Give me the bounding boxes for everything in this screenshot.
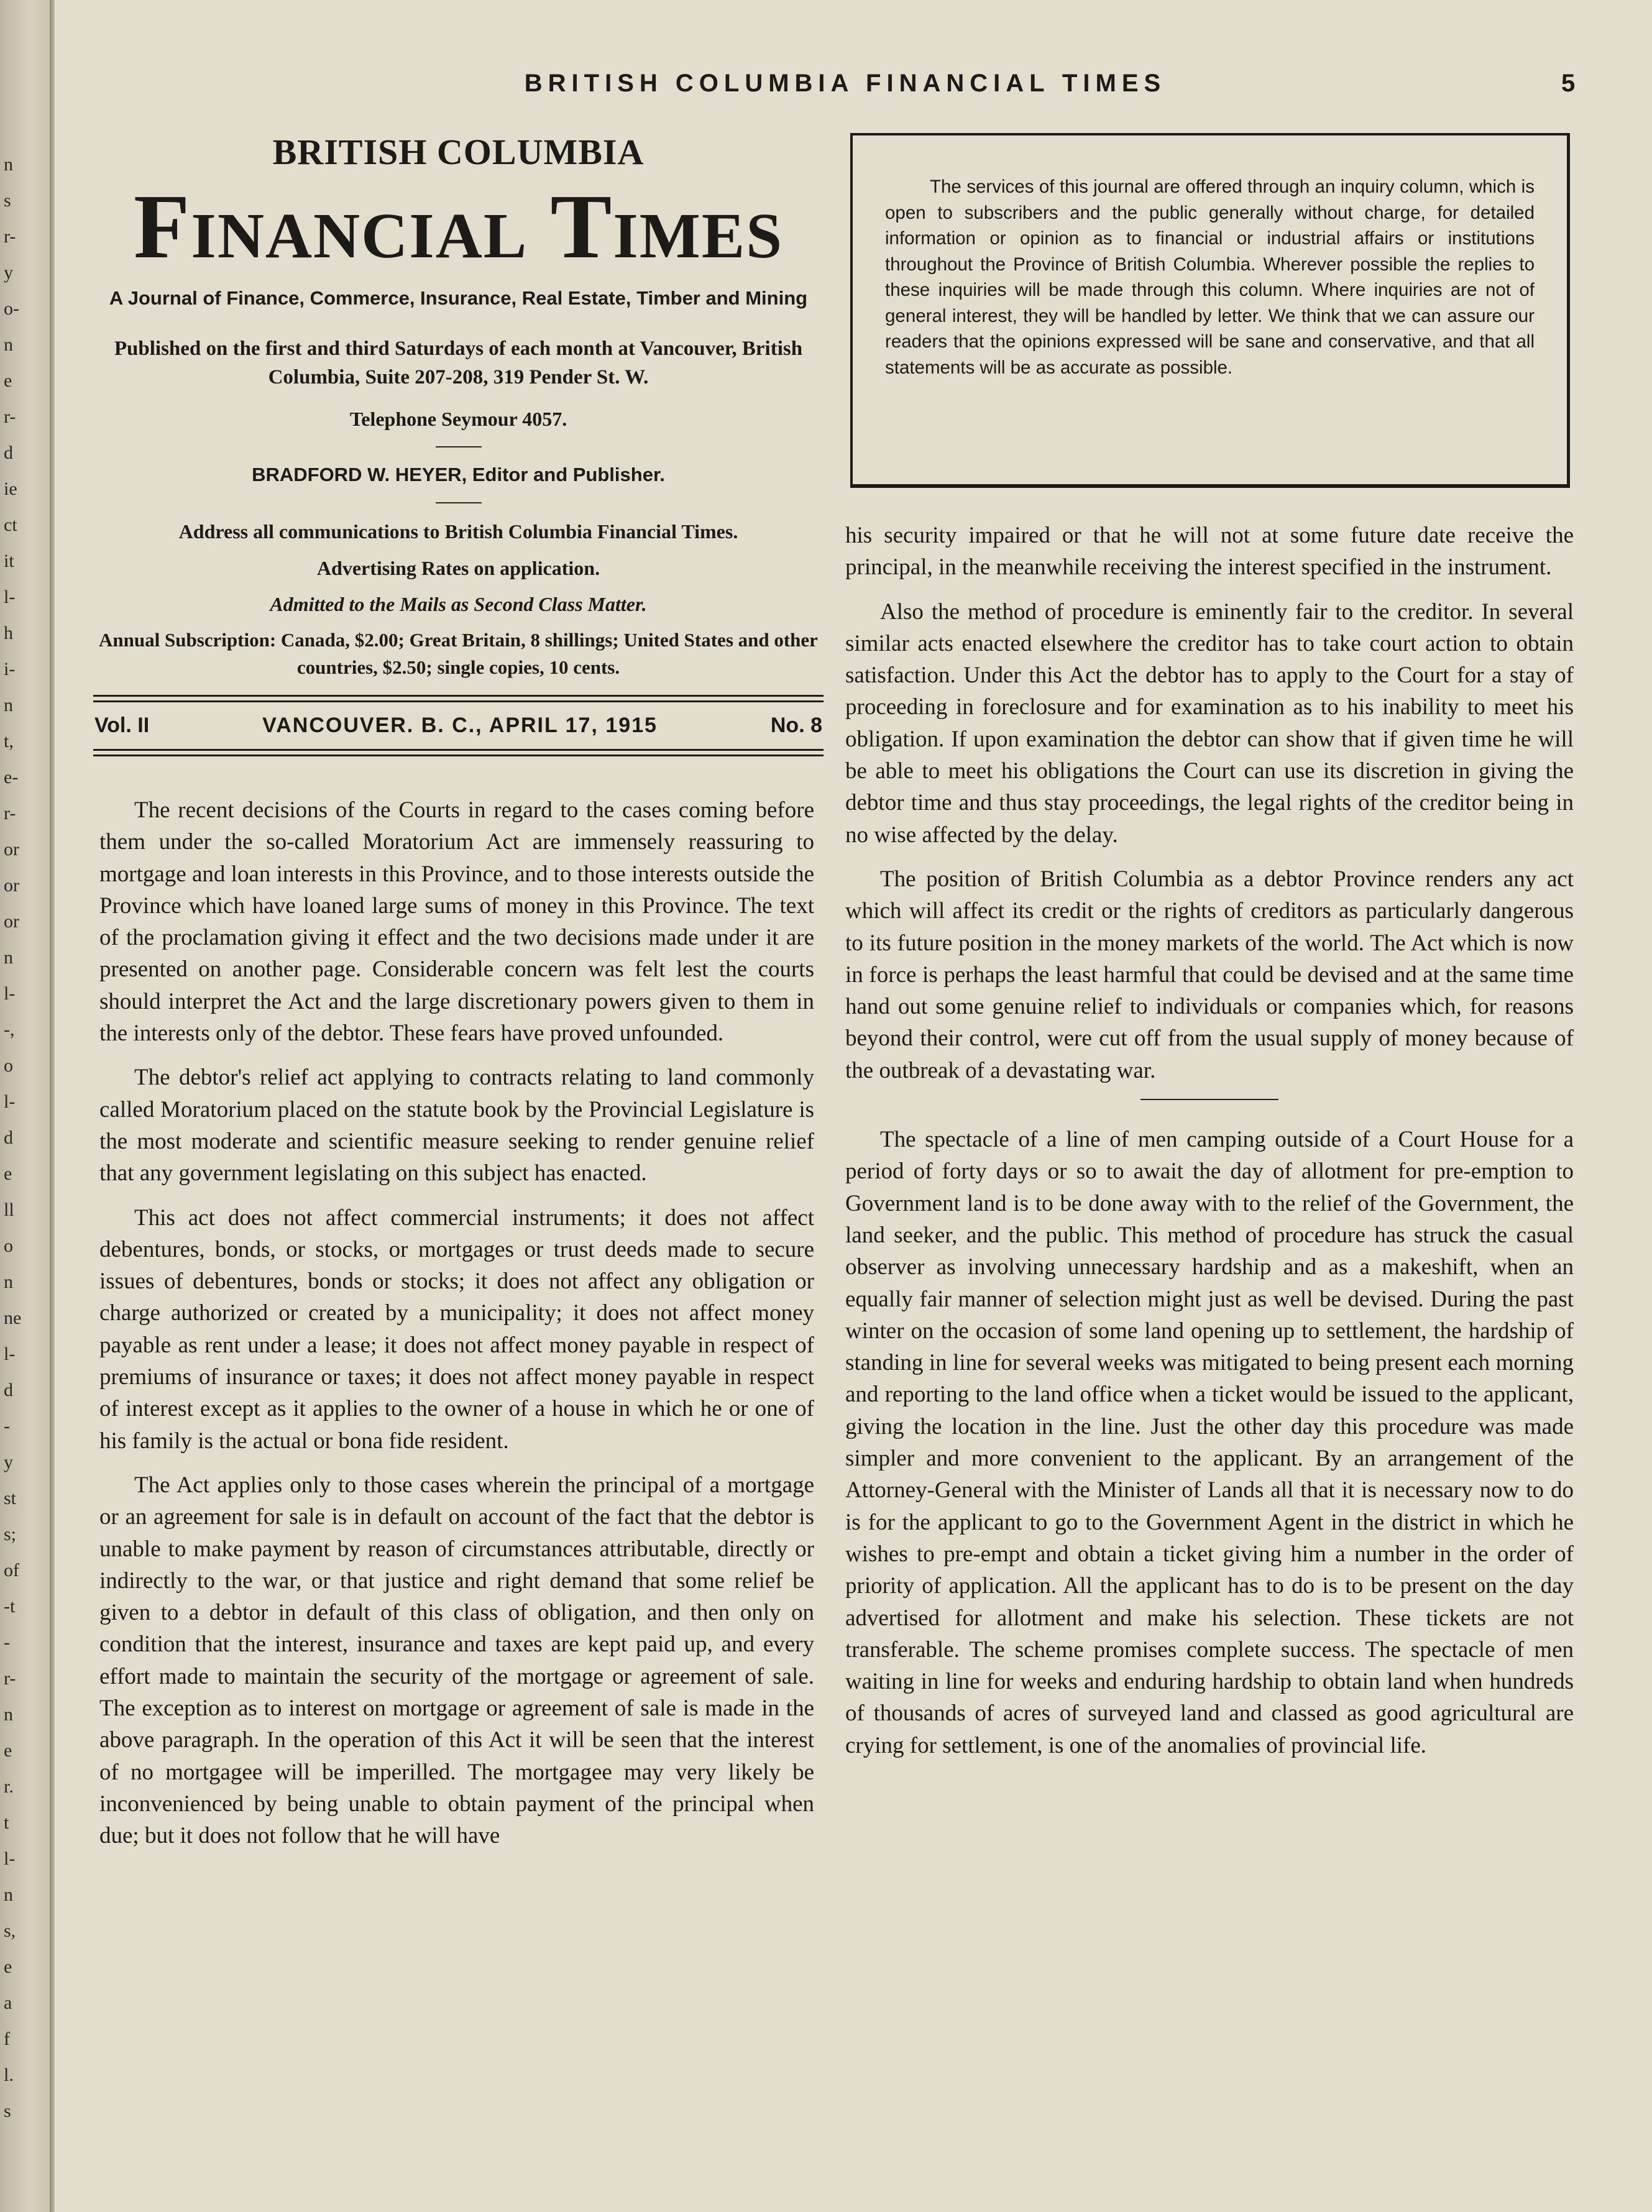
- gutter-fragment: o: [4, 1055, 13, 1076]
- double-rule: [93, 695, 824, 702]
- gutter-fragment: l-: [4, 1344, 16, 1364]
- gutter-fragment: st: [4, 1488, 17, 1508]
- gutter-fragment: ne: [4, 1308, 22, 1328]
- gutter-fragment: e: [4, 370, 12, 391]
- gutter-fragment: l-: [4, 587, 16, 607]
- gutter-fragment: t: [4, 1812, 9, 1833]
- paragraph: The spectacle of a line of men camping outside of a Court House for a period of forty days or so to await the day of allotment for pre-emption to Government land is to be done away with to the relief of the Government, the land seeker, and the public. This method of procedure has struck the casual observer as involving unnecessary hardship and as a makeshift, when an equally fair manner of selection might just as well be devised. During the past winter on the occasion of some land opening up to settlement, the hardship of standing in line for several weeks was mitigated to being present each morning and reporting to the land office when a ticket would be issued to the applicant, giving the location in the line. Just the other day this procedure was made simpler and more convenient to the applicant. By an arrangement of the Attorney-General with the Minister of Lands all that it is necessary now to do is for the applicant to go to the Government Agent in the district in which he wishes to pre-empt and obtain a ticket giving him a number in the order of priority of application. All the applicant has to do is to be present on the day advertised for allotment and make his selection. These tickets are not transferable. The scheme promises complete success. The spectacle of men waiting in line for weeks and enduring hardship to obtain land when hundreds of thousands of acres of surveyed land and classed as good agricultural are crying for settlement, is one of the anomalies of provincial life.: [845, 1127, 1574, 1758]
- gutter-fragment: r-: [4, 803, 16, 824]
- gutter-fragment: -: [4, 1632, 10, 1653]
- paragraph: Also the method of procedure is eminently fair to the creditor. In several similar acts enacted elsewhere the creditor has to take court action to obtain satisfaction. Under this Act the debtor has to apply to the Court for a stay of proceeding in foreclosure and for examination as to his inability to meet his obligation. If upon examination the debtor can show that if given time he will be able to meet his obligations the Court can use its discretion in giving the debtor time and thus stay proceedings, the legal rights of the creditor being in no wise affected by the delay.: [845, 599, 1574, 848]
- gutter-fragment: h: [4, 623, 13, 643]
- double-rule: [93, 749, 824, 756]
- masthead-editor: BRADFORD W. HEYER, Editor and Publisher.: [252, 464, 665, 485]
- gutter-fragment: f: [4, 2029, 10, 2049]
- running-head: BRITISH COLUMBIA FINANCIAL TIMES: [524, 70, 1167, 97]
- gutter-fragment: d: [4, 443, 13, 463]
- gutter-fragment: r-: [4, 1668, 16, 1689]
- gutter-fragment: y: [4, 1452, 13, 1472]
- notice-text: The services of this journal are offered through an inquiry column, which is open to subscribers and the public generally without charge, for detailed information or opinion as to financial or industrial affairs or institutions throughout the Province of British Columbia. Wherever possible the replies to these inquiries will be made through this column. Where inquiries are not of general interest, they will be handled by letter. We think that we can assure our readers that the opinions expressed will be sane and conservative, and that all statements will be as accurate as possible.: [885, 177, 1535, 378]
- gutter-fragment: e: [4, 1163, 12, 1184]
- paragraph: This act does not affect commercial instruments; it does not affect debentures, bonds, or stocks, or mortgages or trust deeds made to secure issues of debentures, bonds or stocks; it does not affect any obligation or charge authorized or created by a municipality; it does not affect money payable as rent under a lease; it does not affect money payable in respect of premiums of insurance or taxes; it does not affect money payable in respect of interest except as it applies to the owner of a house in which he or one of his family is the actual or bona fide resident.: [99, 1205, 814, 1454]
- gutter-fragment: -: [4, 1416, 10, 1436]
- gutter-fragment: -,: [4, 1019, 15, 1040]
- gutter-fragment: s: [4, 190, 11, 211]
- gutter-fragment: or: [4, 911, 19, 932]
- masthead-pretitle: BRITISH COLUMBIA: [272, 132, 645, 172]
- gutter-fragment: -t: [4, 1596, 16, 1617]
- gutter-fragment: o-: [4, 298, 19, 319]
- gutter-fragment: d: [4, 1127, 13, 1148]
- gutter-fragment: l-: [4, 1848, 16, 1869]
- paragraph: The recent decisions of the Courts in regard to the cases coming before them under the so-called Moratorium Act are immensely reassuring to mortgage and loan interests in this Province, and to those interests outside the Province which have loaned large sums of money in this Province. The text of the proclamation giving it effect and the two decisions made under it are presented on another page. Considerable concern was felt lest the courts should interpret the Act and the large discretionary powers given to them in the interests only of the debtor. These fears have proved unfounded.: [99, 797, 814, 1047]
- gutter-fragment: a: [4, 1993, 12, 2013]
- page-number: 5: [1561, 70, 1576, 97]
- gutter-fragment: n: [4, 1704, 13, 1725]
- masthead-subtitle: A Journal of Finance, Commerce, Insurance, Real Estate, Timber and Mining: [109, 287, 808, 309]
- gutter-fragment: it: [4, 551, 14, 571]
- gutter-fragment: n: [4, 947, 13, 968]
- adjacent-page-gutter: [0, 0, 50, 2212]
- volume-label: Vol. II: [94, 714, 150, 737]
- gutter-fragment: l-: [4, 983, 16, 1004]
- gutter-fragment: s: [4, 2101, 11, 2121]
- paragraph: The position of British Columbia as a debtor Province renders any act which will affect its credit or the rights of creditors as particularly dangerous to its future position in the money markets of the world. The Act which is now in force is perhaps the least harmful that could be devised and at the same time hand out some genuine relief to individuals or companies which, for reasons beyond their control, were cut off from the usual supply of money because of the outbreak of a devastating war.: [845, 866, 1574, 1083]
- gutter-fragment: ll: [4, 1200, 14, 1220]
- paragraph: The Act applies only to those cases wherein the principal of a mortgage or an agreement for sale is in default on account of the fact that the debtor is unable to make payment by reason of circumstances attributable, directly or indirectly to the war, or that justice and right demand that some relief be given to a debtor in default of this class of obligation, and then only on condition that the interest, insurance and taxes are kept paid up, and every effort made to maintain the security of the mortgage or agreement of sale. The exception as to interest on mortgage or agreement of sale is made in the above paragraph. In the operation of this Act it will be seen that the interest of no mortgagee will be imperilled. The mortgagee may very likely be inconvenienced by being unable to obtain payment of the principal when due; but it does not follow that he will have: [99, 1472, 814, 1849]
- gutter-fragment: y: [4, 262, 13, 283]
- gutter-fragment: n: [4, 695, 13, 715]
- divider: [436, 446, 482, 447]
- dateline: [93, 714, 824, 738]
- gutter-fragment: s,: [4, 1921, 16, 1941]
- masthead: [93, 131, 824, 756]
- issue-number: No. 8: [770, 714, 822, 737]
- book-spine: [50, 0, 55, 2212]
- inquiry-notice-box: [850, 133, 1570, 488]
- paragraph: The debtor's relief act applying to contracts relating to land commonly called Moratorium placed on the statute book by the Provincial Legislature is the most moderate and scientific measure seeking to render genuine relief that any government legislating on this subject has enacted.: [99, 1065, 814, 1186]
- masthead-published: Published on the first and third Saturdays of each month at Vancouver, British Columbia, Suite 207-208, 319 Pender St. W.: [114, 337, 803, 388]
- right-column-article: [845, 520, 1574, 1774]
- left-column-article: [99, 794, 814, 1865]
- divider: [436, 502, 482, 503]
- gutter-fragment: i-: [4, 659, 16, 679]
- gutter-fragment: r-: [4, 406, 16, 427]
- masthead-title: Financial Times: [133, 176, 784, 278]
- gutter-fragment: o: [4, 1236, 13, 1256]
- section-divider: [1140, 1099, 1278, 1100]
- masthead-telephone: Telephone Seymour 4057.: [349, 408, 567, 430]
- masthead-address: Address all communications to British Columbia Financial Times.: [178, 520, 738, 543]
- gutter-fragment: e: [4, 1957, 12, 1977]
- masthead-rates: Advertising Rates on application.: [316, 557, 600, 579]
- gutter-fragment: or: [4, 875, 19, 896]
- gutter-fragment: n: [4, 1272, 13, 1292]
- gutter-fragment: of: [4, 1560, 19, 1581]
- gutter-fragment: r-: [4, 226, 16, 247]
- masthead-subscription: Annual Subscription: Canada, $2.00; Great Britain, 8 shillings; United States and other countries, $2.50; single copies, 10 cents.: [99, 629, 818, 678]
- gutter-fragment: n: [4, 154, 13, 175]
- gutter-fragment: n: [4, 1884, 13, 1905]
- gutter-fragment: n: [4, 334, 13, 355]
- paragraph: his security impaired or that he will not at some future date receive the principal, in the meanwhile receiving the interest specified in the instrument.: [845, 523, 1574, 581]
- gutter-fragment: ie: [4, 479, 17, 499]
- gutter-fragment: ct: [4, 515, 17, 535]
- gutter-fragment: l.: [4, 2065, 14, 2085]
- gutter-fragment: t,: [4, 731, 14, 751]
- gutter-fragment: l-: [4, 1091, 16, 1112]
- gutter-fragment: r.: [4, 1776, 14, 1797]
- gutter-fragment: s;: [4, 1524, 17, 1544]
- masthead-mail: Admitted to the Mails as Second Class Matter.: [270, 593, 647, 615]
- gutter-fragment: or: [4, 839, 19, 860]
- gutter-fragment: e: [4, 1740, 12, 1761]
- gutter-fragment: d: [4, 1380, 13, 1400]
- gutter-fragment: e-: [4, 767, 19, 787]
- date-label: VANCOUVER. B. C., APRIL 17, 1915: [262, 714, 658, 737]
